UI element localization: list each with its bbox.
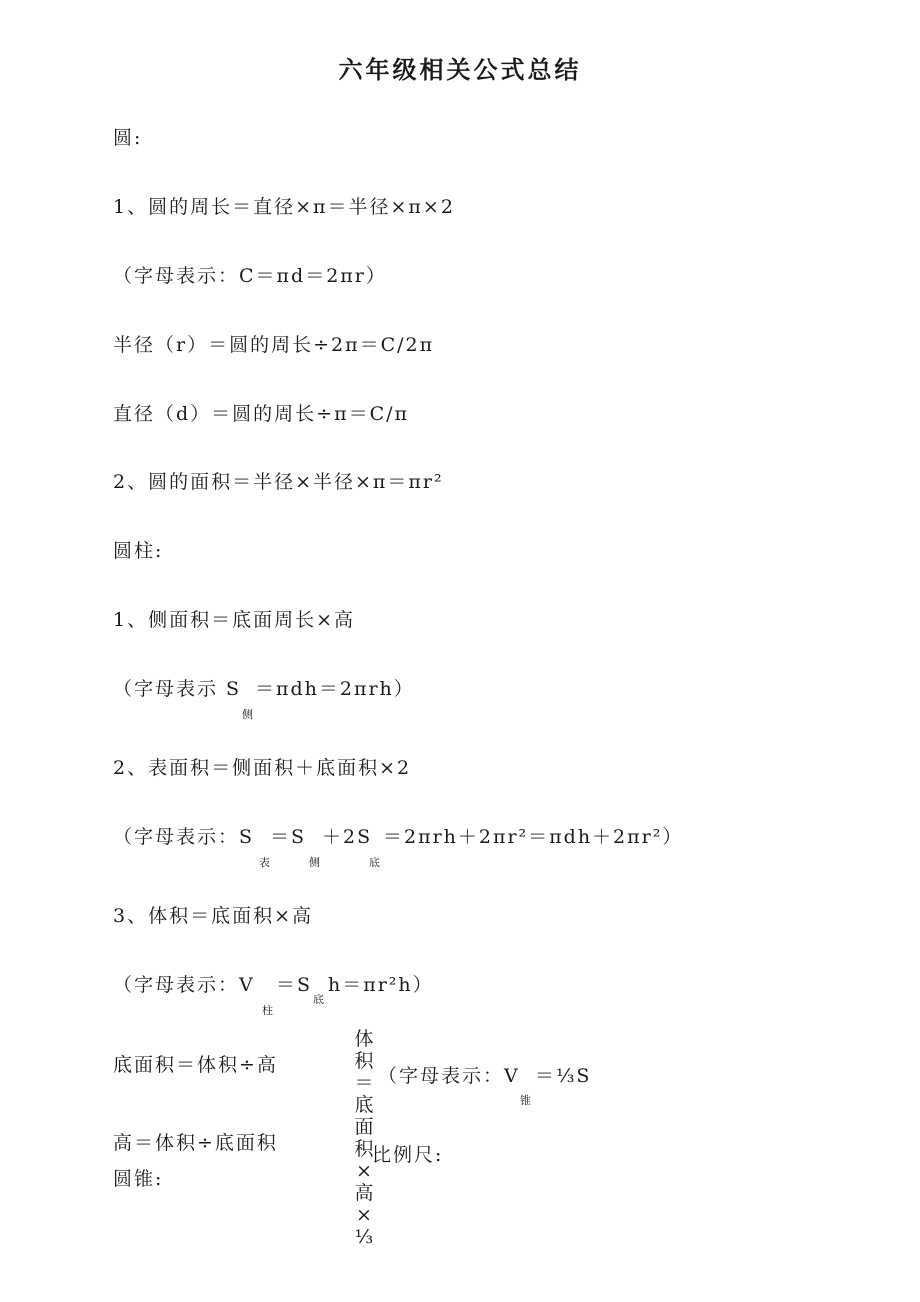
cylinder-volume-formula: 3、体积＝底面积×高 — [113, 905, 314, 927]
cone-volume-vertical-text: 体积＝底面积×高×⅓ — [354, 1028, 374, 1248]
cylinder-lateral-letters-b: ＝πdh＝2πrh） — [255, 678, 415, 700]
circle-circumference-formula: 1、圆的周长＝直径×π＝半径×π×2 — [113, 196, 455, 218]
cylinder-surface-letters-a: （字母表示：S — [113, 826, 255, 848]
subscript-surface: 表 — [259, 856, 270, 869]
circle-heading: 圆: — [113, 127, 143, 149]
cylinder-heading: 圆柱: — [113, 540, 164, 562]
cylinder-volume-letters-a: （字母表示：V — [113, 974, 255, 996]
page-title: 六年级相关公式总结 — [338, 56, 582, 84]
circle-diameter-formula: 直径（d）＝圆的周长÷π＝C/π — [113, 403, 409, 425]
cylinder-base-area-formula: 底面积＝体积÷高 — [113, 1054, 278, 1076]
cylinder-volume-letters-b: ＝S — [276, 974, 313, 996]
circle-area-formula: 2、圆的面积＝半径×半径×π＝πr² — [113, 471, 444, 493]
circle-circumference-letters: （字母表示：C＝πd＝2πr） — [113, 265, 387, 287]
cylinder-lateral-area-formula: 1、侧面积＝底面周长×高 — [113, 609, 356, 631]
cylinder-surface-area-formula: 2、表面积＝侧面积＋底面积×2 — [113, 757, 412, 779]
cylinder-volume-letters-c: h＝πr²h） — [328, 974, 434, 996]
subscript-base-2: 底 — [313, 993, 324, 1006]
subscript-cone: 锥 — [520, 1094, 531, 1107]
cylinder-surface-letters-c: ＋2S — [322, 826, 373, 848]
cylinder-height-formula: 高＝体积÷底面积 — [113, 1132, 278, 1154]
subscript-cylinder: 柱 — [262, 1004, 273, 1017]
subscript-lateral-2: 侧 — [309, 856, 320, 869]
cylinder-lateral-letters-a: （字母表示 S — [113, 678, 242, 700]
cone-volume-letters-a: （字母表示：V — [378, 1065, 520, 1087]
cone-volume-letters-b: ＝⅓S — [535, 1065, 592, 1087]
ratio-heading: 比例尺: — [372, 1144, 444, 1166]
subscript-lateral: 侧 — [242, 708, 253, 721]
cone-heading: 圆锥: — [113, 1168, 164, 1190]
cylinder-surface-letters-d: ＝2πrh＋2πr²＝πdh＋2πr²） — [383, 826, 684, 848]
cylinder-surface-letters-b: ＝S — [270, 826, 307, 848]
subscript-base: 底 — [369, 856, 380, 869]
circle-radius-formula: 半径（r）＝圆的周长÷2π＝C/2π — [113, 334, 435, 356]
